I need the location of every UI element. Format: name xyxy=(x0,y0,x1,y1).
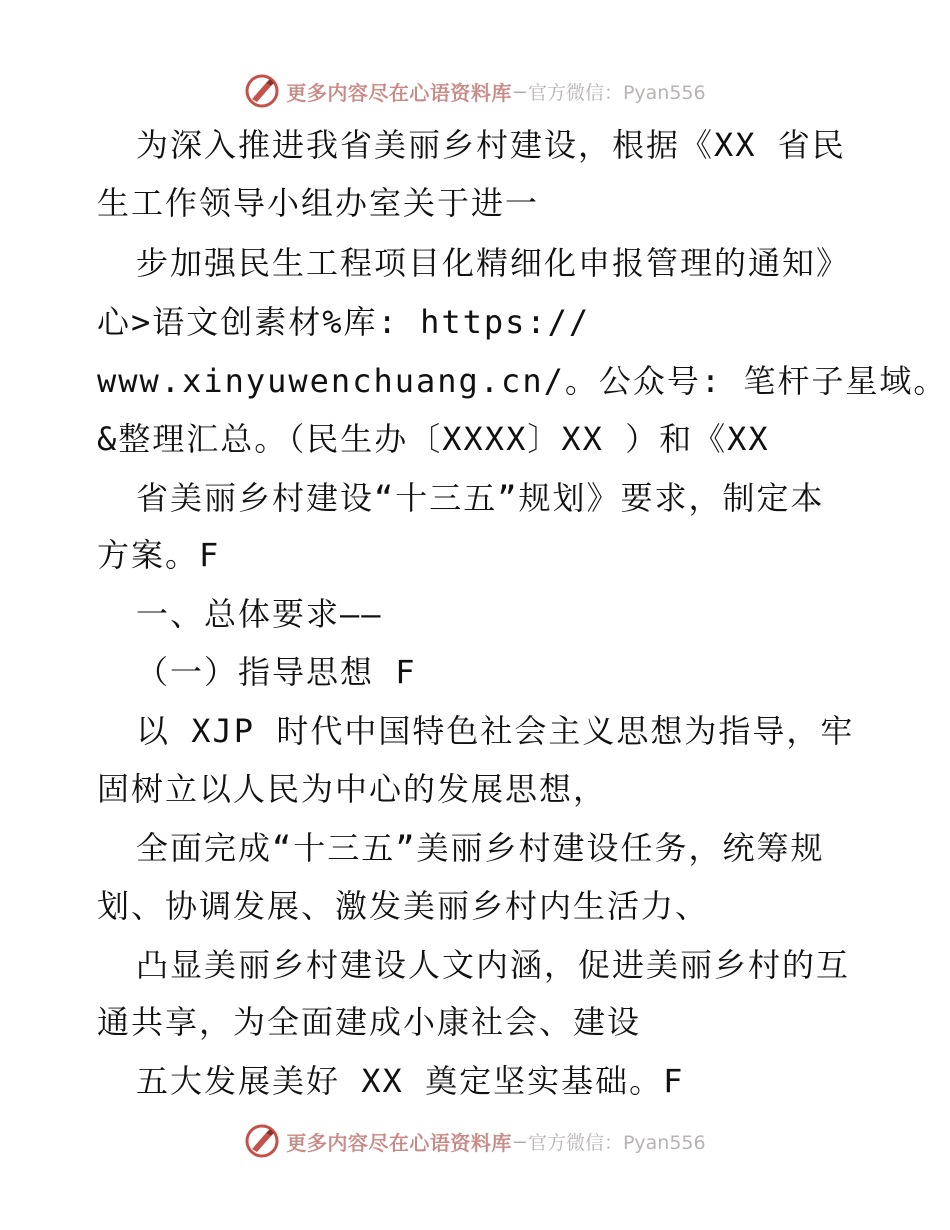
paragraph-line: 省美丽乡村建设“十三五”规划》要求，制定本 xyxy=(136,479,825,517)
paragraph-line: 步加强民生工程项目化精细化申报管理的通知》 xyxy=(136,244,851,282)
watermark-wechat: 官方微信：Pyan556 xyxy=(527,81,706,104)
watermark-dash: — xyxy=(513,79,526,103)
subsection-heading: （一）指导思想 F xyxy=(136,653,417,691)
watermark-text: 更多内容尽在心语资料库 xyxy=(286,1130,512,1155)
paragraph-line: 以 XJP 时代中国特色社会主义思想为指导，牢 xyxy=(136,712,855,750)
pen-nib-logo-icon xyxy=(244,1123,280,1159)
paragraph-line: 凸显美丽乡村建设人文内涵，促进美丽乡村的互 xyxy=(136,946,851,984)
top-watermark-banner xyxy=(0,71,950,111)
watermark-text: 更多内容尽在心语资料库 xyxy=(286,80,512,105)
paragraph-line: 五大发展美好 XX 奠定坚实基础。F xyxy=(136,1062,685,1100)
paragraph-line: 全面完成“十三五”美丽乡村建设任务，统筹规 xyxy=(136,829,825,867)
paragraph-line: 心>语文创素材%库: https:// xyxy=(97,303,591,341)
pen-nib-logo-icon xyxy=(244,73,280,109)
paragraph-line: &整理汇总。（民生办〔XXXX〕XX ）和《XX xyxy=(97,420,770,458)
paragraph-line: 生工作领导小组办室关于进一 xyxy=(97,184,540,222)
watermark-dash: — xyxy=(513,1129,526,1153)
watermark-wechat: 官方微信：Pyan556 xyxy=(527,1131,706,1154)
paragraph-line: 为深入推进我省美丽乡村建设，根据《XX 省民 xyxy=(136,126,846,164)
paragraph-line: 固树立以人民为中心的发展思想， xyxy=(97,770,608,808)
paragraph-line: 方案。F xyxy=(97,536,221,574)
section-heading: 一、总体要求—— xyxy=(136,595,383,633)
paragraph-line: www.xinyuwenchuang.cn/。公众号: 笔杆子星域。 xyxy=(97,362,948,400)
paragraph-line: 划、协调发展、激发美丽乡村内生活力、 xyxy=(97,887,710,925)
paragraph-line: 通共享，为全面建成小康社会、建设 xyxy=(97,1003,642,1041)
bottom-watermark-banner xyxy=(0,1121,950,1161)
